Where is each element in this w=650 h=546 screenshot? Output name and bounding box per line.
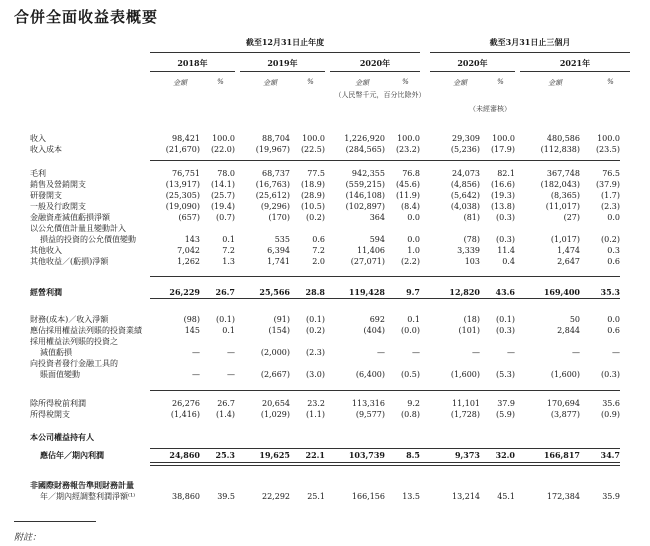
year-rule — [520, 71, 630, 72]
amount-label: 金額 — [548, 79, 562, 87]
amount-cell: (4,038) — [450, 202, 480, 211]
percent-cell: (3.0) — [306, 370, 325, 379]
amount-cell: 12,820 — [449, 287, 480, 297]
amount-cell: (6,400) — [355, 370, 385, 379]
amount-cell: 22,292 — [262, 492, 290, 501]
percent-cell: 0.6 — [607, 326, 620, 335]
table-row — [0, 336, 650, 347]
amount-cell: 26,229 — [169, 287, 200, 297]
percent-cell: 0.0 — [607, 213, 620, 222]
year-2021-q1: 2021年 — [559, 58, 591, 68]
table-row — [0, 491, 650, 502]
amount-cell: 1,262 — [177, 257, 200, 266]
row-label: 應佔採用權益法列賬的投資業績 — [30, 326, 142, 335]
percent-cell: (1.4) — [216, 410, 235, 419]
percent-cell: 0.6 — [607, 257, 620, 266]
row-label: 賬面值變動 — [40, 370, 80, 379]
amount-cell: — — [472, 348, 480, 357]
row-label: 以公允價值計量且變動計入 — [30, 224, 126, 233]
percent-cell: 0.1 — [222, 235, 235, 244]
row-label: 經營利潤 — [30, 287, 62, 297]
table-row — [0, 409, 650, 420]
year-group-header: 截至12月31日止年度 — [245, 37, 325, 47]
percent-cell: 7.2 — [222, 246, 235, 255]
amount-cell: 7,042 — [177, 246, 200, 255]
table-row — [0, 480, 650, 491]
percent-cell: (13.8) — [490, 202, 515, 211]
table-row — [0, 144, 650, 155]
percent-cell: 43.6 — [495, 287, 515, 297]
table-row — [0, 287, 650, 298]
amount-cell: — — [192, 348, 200, 357]
amount-cell: (5,642) — [450, 191, 480, 200]
amount-cell: 20,654 — [262, 399, 290, 408]
percent-cell: 28.8 — [305, 287, 325, 297]
percent-cell: 35.3 — [600, 287, 620, 297]
percent-cell: 39.5 — [217, 492, 235, 501]
amount-cell: 2,647 — [557, 257, 580, 266]
amount-cell: (18) — [463, 315, 480, 324]
percent-cell: 100.0 — [492, 134, 515, 143]
table-row — [0, 168, 650, 179]
percent-cell: (2.2) — [401, 257, 420, 266]
row-label: 其他收益／(虧損)淨額 — [30, 257, 109, 266]
amount-cell: 26,276 — [172, 399, 200, 408]
percent-cell: (0.8) — [401, 410, 420, 419]
subtotal-rule — [150, 448, 620, 449]
amount-cell: (8,365) — [550, 191, 580, 200]
table-row — [0, 432, 650, 443]
percent-cell: 1.0 — [407, 246, 420, 255]
percent-cell: — — [227, 348, 235, 357]
amount-cell: 535 — [274, 235, 290, 244]
percent-cell: 32.0 — [495, 450, 515, 460]
percent-cell: 7.2 — [312, 246, 325, 255]
table-row — [0, 358, 650, 369]
amount-cell: (1,416) — [170, 410, 200, 419]
amount-cell: (1,029) — [260, 410, 290, 419]
table-row — [0, 450, 650, 461]
amount-cell: 88,704 — [262, 134, 290, 143]
amount-cell: (21,670) — [165, 145, 200, 154]
row-label: 年／期內經調整利潤淨額⁽¹⁾ — [40, 492, 136, 501]
pct-label: % — [402, 78, 409, 86]
percent-cell: (0.3) — [496, 235, 515, 244]
amount-cell: — — [192, 370, 200, 379]
percent-cell: 100.0 — [302, 134, 325, 143]
table-row — [0, 325, 650, 336]
amount-cell: 19,625 — [259, 450, 290, 460]
page-title: 合併全面收益表概要 — [14, 8, 159, 26]
amount-cell: (1,600) — [550, 370, 580, 379]
percent-cell: (22.5) — [300, 145, 325, 154]
percent-cell: 76.5 — [602, 169, 620, 178]
percent-cell: 22.1 — [305, 450, 325, 460]
row-label: 財務(成本)／收入淨額 — [30, 315, 109, 324]
amount-cell: 145 — [184, 326, 200, 335]
amount-cell: (25,305) — [165, 191, 200, 200]
row-label: 研發開支 — [30, 191, 62, 200]
percent-cell: (8.4) — [401, 202, 420, 211]
percent-cell: (23.2) — [395, 145, 420, 154]
row-label: 收入 — [30, 134, 46, 143]
percent-cell: (0.2) — [306, 213, 325, 222]
header-rule — [150, 52, 420, 53]
amount-cell: 6,394 — [267, 246, 290, 255]
amount-cell: 103 — [464, 257, 480, 266]
row-label: 所得稅開支 — [30, 410, 70, 419]
amount-cell: (1,728) — [450, 410, 480, 419]
percent-cell: (0.7) — [216, 213, 235, 222]
percent-cell: (28.9) — [300, 191, 325, 200]
percent-cell: 9.2 — [407, 399, 420, 408]
amount-cell: (3,877) — [550, 410, 580, 419]
year-rule — [430, 71, 515, 72]
amount-cell: (25,612) — [255, 191, 290, 200]
percent-cell: 100.0 — [212, 134, 235, 143]
amount-cell: 364 — [369, 213, 385, 222]
amount-cell: 11,101 — [452, 399, 480, 408]
percent-cell: (0.2) — [601, 235, 620, 244]
percent-cell: — — [507, 348, 515, 357]
amount-cell: 942,355 — [351, 169, 385, 178]
pct-label: % — [307, 78, 314, 86]
percent-cell: (0.1) — [306, 315, 325, 324]
percent-cell: (1.1) — [306, 410, 325, 419]
amount-cell: (9,296) — [260, 202, 290, 211]
percent-cell: (5.3) — [496, 370, 515, 379]
double-rule — [150, 462, 620, 463]
percent-cell: 100.0 — [597, 134, 620, 143]
amount-cell: 169,400 — [543, 287, 580, 297]
percent-cell: (37.9) — [595, 180, 620, 189]
percent-cell: 37.9 — [497, 399, 515, 408]
percent-cell: 0.0 — [407, 213, 420, 222]
percent-cell: (45.6) — [395, 180, 420, 189]
percent-cell: (0.1) — [496, 315, 515, 324]
amount-cell: (170) — [268, 213, 290, 222]
row-label: 應佔年／期內利潤 — [40, 450, 104, 460]
amount-cell: 3,339 — [457, 246, 480, 255]
amount-cell: 13,214 — [452, 492, 480, 501]
percent-cell: 26.7 — [217, 399, 235, 408]
amount-cell: (101) — [458, 326, 480, 335]
header-rule — [430, 52, 630, 53]
percent-cell: (19.4) — [210, 202, 235, 211]
row-label: 金融資產減值虧損淨額 — [30, 213, 110, 222]
subtotal-rule — [150, 276, 620, 277]
table-row — [0, 314, 650, 325]
pct-label: % — [217, 78, 224, 86]
amount-cell: 166,156 — [351, 492, 385, 501]
percent-cell: 0.6 — [312, 235, 325, 244]
amount-cell: (98) — [183, 315, 200, 324]
amount-cell: 25,566 — [259, 287, 290, 297]
percent-cell: (10.5) — [300, 202, 325, 211]
percent-cell: 0.0 — [607, 315, 620, 324]
double-rule — [150, 465, 620, 466]
amount-cell: 480,586 — [546, 134, 580, 143]
amount-cell: (81) — [463, 213, 480, 222]
row-label: 其他收入 — [30, 246, 62, 255]
percent-cell: (2.3) — [306, 348, 325, 357]
percent-cell: (17.9) — [490, 145, 515, 154]
table-row — [0, 234, 650, 245]
amount-cell: (9,577) — [355, 410, 385, 419]
amount-cell: (78) — [463, 235, 480, 244]
amount-cell: (19,090) — [165, 202, 200, 211]
subtotal-rule — [150, 390, 620, 391]
pct-label: % — [497, 78, 504, 86]
unaudited-note: （未經審核） — [469, 105, 511, 113]
year-2020: 2020年 — [359, 58, 391, 68]
amount-cell: (27) — [563, 213, 580, 222]
table-row — [0, 245, 650, 256]
amount-cell: 1,474 — [557, 246, 580, 255]
subtotal-rule — [150, 160, 620, 161]
table-row — [0, 179, 650, 190]
row-label: 除所得稅前利潤 — [30, 399, 86, 408]
percent-cell: (0.1) — [216, 315, 235, 324]
table-row — [0, 256, 650, 267]
amount-cell: 1,741 — [267, 257, 290, 266]
amount-cell: 119,428 — [348, 287, 385, 297]
percent-cell: 8.5 — [406, 450, 420, 460]
footnote-rule — [14, 521, 96, 522]
percent-cell: — — [227, 370, 235, 379]
amount-cell: (112,838) — [540, 145, 580, 154]
percent-cell: (22.0) — [210, 145, 235, 154]
amount-cell: 24,073 — [452, 169, 480, 178]
percent-cell: 0.3 — [607, 246, 620, 255]
row-label: 毛利 — [30, 169, 46, 178]
percent-cell: 35.6 — [602, 399, 620, 408]
amount-cell: 50 — [569, 315, 580, 324]
percent-cell: (11.9) — [395, 191, 420, 200]
percent-cell: 0.4 — [502, 257, 515, 266]
amount-label: 金額 — [263, 79, 277, 87]
percent-cell: 100.0 — [397, 134, 420, 143]
amount-cell: 367,748 — [546, 169, 580, 178]
amount-cell: — — [377, 348, 385, 357]
amount-cell: (16,763) — [255, 180, 290, 189]
amount-cell: 113,316 — [351, 399, 385, 408]
amount-cell: (19,967) — [255, 145, 290, 154]
percent-cell: (19.3) — [490, 191, 515, 200]
table-row — [0, 133, 650, 144]
pct-label: % — [607, 78, 614, 86]
amount-cell: (2,000) — [260, 348, 290, 357]
percent-cell: 25.3 — [215, 450, 235, 460]
percent-cell: 11.4 — [497, 246, 515, 255]
amount-label: 金額 — [453, 79, 467, 87]
amount-label: 金額 — [173, 79, 187, 87]
amount-cell: (91) — [273, 315, 290, 324]
table-row — [0, 190, 650, 201]
unit-note: （人民幣千元，百分比除外） — [334, 91, 426, 99]
table-row — [0, 223, 650, 234]
amount-cell: — — [572, 348, 580, 357]
row-label: 收入成本 — [30, 145, 62, 154]
row-label: 本公司權益持有人 — [30, 432, 94, 442]
percent-cell: (5.9) — [496, 410, 515, 419]
percent-cell: 26.7 — [215, 287, 235, 297]
amount-cell: 29,309 — [452, 134, 480, 143]
amount-cell: (13,917) — [165, 180, 200, 189]
percent-cell: 45.1 — [497, 492, 515, 501]
amount-cell: (657) — [178, 213, 200, 222]
percent-cell: 82.1 — [497, 169, 515, 178]
percent-cell: 0.1 — [407, 315, 420, 324]
amount-cell: 9,373 — [454, 450, 480, 460]
percent-cell: 0.0 — [407, 235, 420, 244]
percent-cell: 9.7 — [406, 287, 420, 297]
amount-cell: 692 — [369, 315, 385, 324]
percent-cell: (0.2) — [306, 326, 325, 335]
percent-cell: (0.3) — [496, 213, 515, 222]
percent-cell: 13.5 — [402, 492, 420, 501]
amount-cell: 172,384 — [546, 492, 580, 501]
amount-cell: (11,017) — [545, 202, 580, 211]
quarter-group-header: 截至3月31日止三個月 — [489, 37, 571, 47]
row-label: 損益的投資的公允價值變動 — [40, 235, 136, 244]
amount-cell: 103,739 — [348, 450, 385, 460]
amount-cell: (404) — [363, 326, 385, 335]
table-row — [0, 369, 650, 380]
year-rule — [240, 71, 325, 72]
amount-cell: 76,751 — [172, 169, 200, 178]
percent-cell: 0.1 — [222, 326, 235, 335]
amount-cell: (2,667) — [260, 370, 290, 379]
amount-cell: (5,236) — [450, 145, 480, 154]
amount-cell: 11,406 — [357, 246, 385, 255]
amount-cell: (27,071) — [350, 257, 385, 266]
row-label: 非國際財務報告準則財務計量 — [30, 480, 134, 490]
row-label: 一般及行政開支 — [30, 202, 86, 211]
amount-cell: 98,421 — [172, 134, 200, 143]
percent-cell: 23.2 — [307, 399, 325, 408]
amount-cell: (4,856) — [450, 180, 480, 189]
percent-cell: (0.3) — [496, 326, 515, 335]
amount-label: 金額 — [355, 79, 369, 87]
subtotal-rule — [150, 298, 620, 299]
percent-cell: — — [412, 348, 420, 357]
percent-cell: 1.3 — [222, 257, 235, 266]
amount-cell: (182,043) — [540, 180, 580, 189]
percent-cell: (0.5) — [401, 370, 420, 379]
percent-cell: (23.5) — [595, 145, 620, 154]
percent-cell: (1.7) — [601, 191, 620, 200]
year-2020-q1: 2020年 — [457, 58, 488, 68]
year-rule — [330, 71, 420, 72]
percent-cell: (16.6) — [490, 180, 515, 189]
row-label: 採用權益法列賬的投資之 — [30, 337, 118, 346]
amount-cell: 2,844 — [557, 326, 580, 335]
percent-cell: — — [612, 348, 620, 357]
percent-cell: 76.8 — [402, 169, 420, 178]
year-rule — [150, 71, 235, 72]
table-row — [0, 212, 650, 223]
amount-cell: (284,565) — [345, 145, 385, 154]
amount-cell: (102,897) — [345, 202, 385, 211]
amount-cell: (559,215) — [345, 180, 385, 189]
percent-cell: 2.0 — [312, 257, 325, 266]
amount-cell: 143 — [184, 235, 200, 244]
amount-cell: 594 — [369, 235, 385, 244]
amount-cell: (154) — [268, 326, 290, 335]
row-label: 向投資者發行金融工具的 — [30, 359, 118, 368]
row-label: 銷售及營銷開支 — [30, 180, 86, 189]
row-label: 減值虧損 — [40, 348, 72, 357]
percent-cell: (2.3) — [601, 202, 620, 211]
percent-cell: (0.3) — [601, 370, 620, 379]
footnote-label: 附註： — [14, 533, 42, 543]
percent-cell: 77.5 — [307, 169, 325, 178]
amount-cell: 24,860 — [169, 450, 200, 460]
percent-cell: 34.7 — [600, 450, 620, 460]
percent-cell: (18.9) — [300, 180, 325, 189]
percent-cell: 35.9 — [602, 492, 620, 501]
percent-cell: (0.0) — [401, 326, 420, 335]
amount-cell: 38,860 — [172, 492, 200, 501]
amount-cell: 68,737 — [262, 169, 290, 178]
amount-cell: 166,817 — [543, 450, 580, 460]
percent-cell: 25.1 — [307, 492, 325, 501]
year-2019: 2019年 — [267, 58, 298, 68]
amount-cell: (1,017) — [550, 235, 580, 244]
amount-cell: 170,694 — [546, 399, 580, 408]
percent-cell: (25.7) — [210, 191, 235, 200]
percent-cell: 78.0 — [217, 169, 235, 178]
table-row — [0, 347, 650, 358]
year-2018: 2018年 — [177, 58, 208, 68]
amount-cell: 1,226,920 — [344, 134, 385, 143]
table-row — [0, 201, 650, 212]
percent-cell: (14.1) — [210, 180, 235, 189]
table-row — [0, 398, 650, 409]
amount-cell: (146,108) — [345, 191, 385, 200]
percent-cell: (0.9) — [601, 410, 620, 419]
amount-cell: (1,600) — [450, 370, 480, 379]
